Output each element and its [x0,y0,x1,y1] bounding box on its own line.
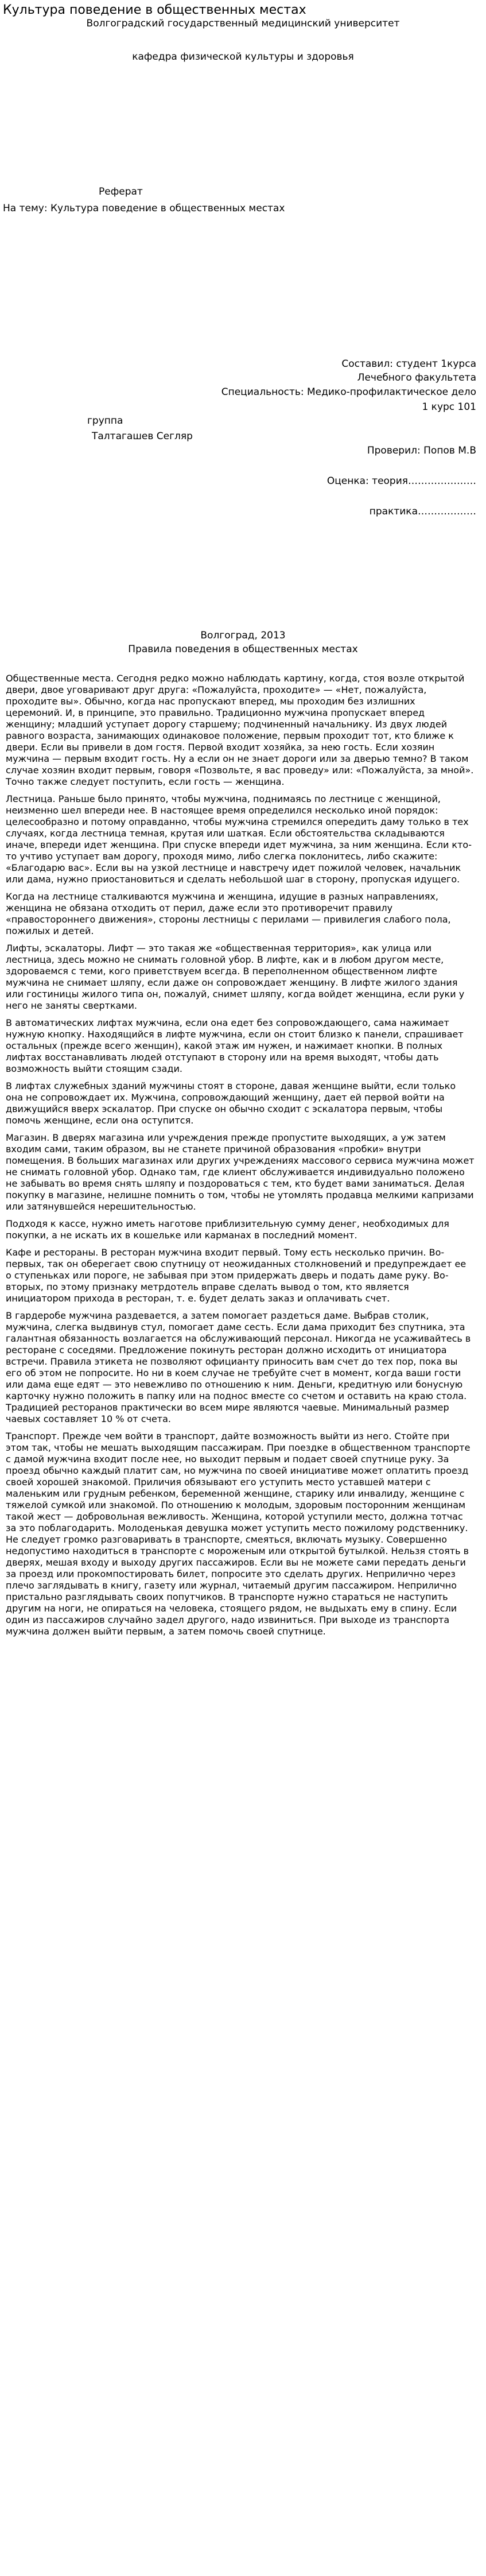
paragraph-office-lifts: В лифтах служебных зданий мужчины стоят в стороне, давая женщине выйти, если только она не сопровождает их. Мужчина, сопровождающий женщину, дает ей первой войти на движущийся вверх эскалатор. При спуске он обычно сходит с эскалатора первым, чтобы помочь женщине, если она оступится. [6,1080,456,1126]
checker-line: Проверил: Попов М.В [367,445,476,456]
article-body [6,673,475,1643]
section-title: Правила поведения в общественных местах [128,644,358,655]
city-year: Волгоград, 2013 [200,630,286,641]
paragraph-cashier: Подходя к кассе, нужно иметь наготове приблизительную сумму денег, необходимых для покупки, а не искать их в кошельке или карманах в последний момент. [6,1218,449,1241]
paragraph-transport: Транспорт. Прежде чем войти в транспорт, дайте возможность выйти из него. Стойте при этом так, чтобы не мешать выходящим пассажирам. При поездке в общественном транспорте с дамой мужчина входит после нее, но выходит первым и подает своей спутнице руку. За проезд обычно каждый платит сам, но мужчина по своей инициативе может оплатить проезд своей хорошей знакомой. Приличия обязывают его уступить место уставшей матери с маленьким или грудным ребенком, беременной женщине, старику или инвалиду, женщине с тяжелой сумкой или знакомой. По отношению к молодым, здоровым посторонним женщинам такой жест — добровольная вежливость. Женщина, которой уступили место, должна тотчас за это поблагодарить. Молоденькая девушка может уступить место пожилому родственнику. Не следует громко разговаривать в транспорте, смеяться, включать музыку. Совершенно недопустимо находиться в транспорте с мороженым или открытой бутылкой. Нельзя стоять в дверях, мешая входу и выходу других пассажиров. Если вы не можете сами передать деньги за проезд или прокомпостировать билет, попросите это сделать других. Неприлично через плечо заглядывать в книгу, газету или журнал, читаемый другим пассажиром. Неприлично пристально разглядывать своих попутчиков. В транспорте нужно стараться не наступить другим на ноги, не опираться на человека, стоящего рядом, не выдыхать ему в спину. Если один из пассажиров случайно задел другого, надо извиниться. При выходе из транспорта мужчина должен выйти первым, а затем помочь своей спутнице. [6,1431,471,1637]
paragraph-restaurant: Кафе и рестораны. В ресторан мужчина входит первый. Тому есть несколько причин. Во-первых, так он оберегает свою спутницу от неожиданных столкновений и предупреждает ее о ступеньках или пороге, не забывая при этом придержать дверь и подать даме руку. Во-вторых, по этому признаку метрдотель вправе сделать вывод о том, кто является инициатором прихода в ресторан, т. е. будет делать заказ и оплачивать счет. [6,1247,466,1304]
course-line: 1 курс 101 [422,401,476,413]
paragraph-stairs: Лестница. Раньше было принято, чтобы мужчина, поднимаясь по лестнице с женщиной, неизменно шел впереди нее. В настоящее время определился несколько иной порядок: целесообразно и потому оправданно, чтобы мужчина стремился опередить даму только в тех случаях, когда лестница темная, крутая или шаткая. Если обстоятельства складываются иначе, впереди идет женщина. При спуске впереди идет мужчина, за ним женщина. Если кто-то учтиво уступает вам дорогу, проходя мимо, либо слегка поклонитесь, либо скажите: «Благодарю вас». Если вы на узкой лестнице и навстречу идет пожилой человек, начальник или дама, нужно приостановиться и сделать небольшой шаг в сторону, пропуская идущего. [6,793,472,885]
university-name: Волгоградский государственный медицинский университет [86,18,400,29]
paragraph-stairs-meeting: Когда на лестнице сталкиваются мужчина и женщина, идущие в разных направлениях, женщина не обязана отходить от перил, даже если это противоречит правилу «правостороннего движения», стороны лестницы с перилами — привилегия слабого пола, пожилых и детей. [6,891,451,936]
department-name: кафедра физической культуры и здоровья [132,51,354,63]
document-title: Культура поведение в общественных местах [3,3,306,17]
student-name: Талтагашев Сегляр [92,431,193,442]
grade-practice-line: практика……………… [369,506,476,517]
specialty-line: Специальность: Медико-профилактическое дело [221,386,476,398]
document-genre: Реферат [99,186,143,197]
author-line: Составил: студент 1курса [341,358,476,370]
document-topic: На тему: Культура поведение в общественных местах [3,203,285,214]
faculty-line: Лечебного факультета [357,372,476,384]
paragraph-automatic-lifts: В автоматических лифтах мужчина, если она едет без сопровождающего, сама нажимает нужную кнопку. Находящийся в лифте мужчина, если он стоит близко к панели, спрашивает остальных (прежде всего женщин), какой этаж им нужен, и нажимает кнопки. В полных лифтах восстанавливать людей отступают в сторону или на время выходят, чтобы дать возможность выйти стоящим сзади. [6,1017,464,1074]
paragraph-lifts: Лифты, эскалаторы. Лифт — это такая же «общественная территория», как улица или лестница, здесь можно не снимать головной убор. В лифте, как и в любом другом месте, здороваемся с теми, кого приветствуем всегда. В переполненном общественном лифте мужчина не снимает шляпу, если даже он сопровождает женщину. В лифте жилого здания или гостиницы жилого типа он, пожалуй, снимет шляпу, когда войдет женщина, если руки у него не заняты свертками. [6,943,465,1011]
paragraph-entrance: Общественные места. Сегодня редко можно наблюдать картину, когда, стоя возле открытой двери, двое уговаривают друг друга: «Пожалуйста, проходите» — «Нет, пожалуйста, проходите вы». Обычно, когда нас пропускают вперед, мы проходим без излишних церемоний. И, в принципе, это правильно. Традиционно мужчина пропускает вперед женщину; младший уступает дорогу старшему; подчиненный начальнику. Из двух людей равного возраста, занимающих одинаковое положение, первым проходит тот, кто ближе к двери. Если вы привели в дом гостя. Первой входит хозяйка, за нею гость. Если хозяин мужчина — первым входит гость. Ну а если он не знает дороги или за дверью темно? В таком случае хозяин входит первым, говоря «Позвольте, я вас проведу» или: «Пожалуйста, за мной». Точно также следует поступить, если гость — женщина. [6,673,474,787]
paragraph-shop: Магазин. В дверях магазина или учреждения прежде пропустите выходящих, а уж затем входим сами, таким образом, вы не станете причиной образования «пробки» внутри помещения. В больших магазинах или других учреждениях массового сервиса мужчина может не снимать головной убор. Однако там, где клиент обслуживается индивидуально положено не забывать во время снять шляпу и поздороваться с тем, кто будет вами заниматься. Делая покупку в магазине, нелишне помнить о том, чтобы не утомлять продавца мелкими капризами или затянувшейся нерешительностью. [6,1132,475,1212]
paragraph-cloakroom: В гардеробе мужчина раздевается, а затем помогает раздеться даме. Выбрав столик, мужчина, слегка выдвинув стул, помогает даме сесть. Если дама приходит без спутника, эта галантная обязанность возлагается на обслуживающий персонал. Никогда не усаживайтесь в ресторане с соседями. Предложение покинуть ресторан должно исходить от инициатора встречи. Правила этикета не позволяют официанту приносить вам счет до тех пор, пока вы его об этом не попросите. Но ни в коем случае не требуйте счет в момент, когда ваши гости или дама еще едят — это невежливо по отношению к ним. Деньги, кредитную или бонусную карточку нужно положить в папку или на поднос вместе со счетом и оставить на краю стола. Традицией ресторанов практически во всем мире являются чаевые. Минимальный размер чаевых составляет 10 % от счета. [6,1310,471,1424]
group-line: группа [87,415,123,427]
grade-theory-line: Оценка: теория………………… [326,475,476,487]
